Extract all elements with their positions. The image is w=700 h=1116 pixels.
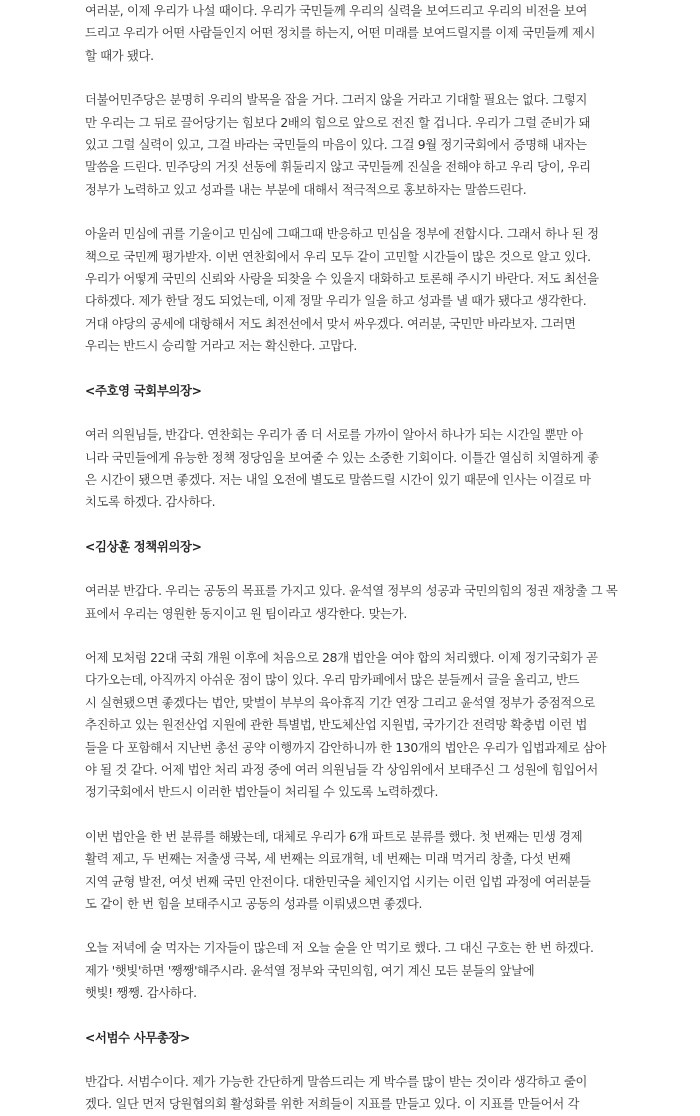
paragraph bbox=[85, 0, 625, 67]
text-line: 표에서 우리는 영원한 동지이고 원 팀이라고 생각한다. 맞는가. bbox=[85, 606, 407, 621]
text-line: 어제 모처럼 22대 국회 개원 이후에 처음으로 28개 법안을 여야 합의 처리했다. 이제 정기국회가 곧 bbox=[85, 650, 598, 665]
paragraph bbox=[85, 826, 625, 916]
text-line: 정기국회에서 반드시 이러한 법안들이 처리될 수 있도록 노력하겠다. bbox=[85, 785, 439, 800]
text-line: 반갑다. 서범수이다. 제가 가능한 간단하게 말씀드리는 게 박수를 많이 받는 것이라 생각하고 줄이 bbox=[85, 1075, 588, 1090]
text-line: 거대 야당의 공세에 대항해서 저도 최전선에서 맞서 싸우겠다. 여러분, 국민만 바라보자. 그러면 bbox=[85, 316, 576, 331]
text-line: 다가오는데, 아직까지 아쉬운 점이 많이 있다. 우리 맘카페에서 많은 분들께서 글을 올리고, 반드 bbox=[85, 673, 580, 688]
text-line: 할 때가 됐다. bbox=[85, 48, 154, 63]
text-line: 우리는 반드시 승리할 거라고 저는 확신한다. 고맙다. bbox=[85, 339, 358, 354]
text-line: 더불어민주당은 분명히 우리의 발목을 잡을 거다. 그러지 않을 거라고 기대할 필요는 없다. 그렇지 bbox=[85, 93, 588, 108]
text-line: 책으로 국민께 평가받자. 이번 연찬회에서 우리 모두 같이 고민할 시간들이 많은 것으로 알고 있다. bbox=[85, 249, 591, 264]
paragraph bbox=[85, 223, 625, 357]
paragraph bbox=[85, 937, 625, 1004]
text-line: 이번 법안을 한 번 분류를 해봤는데, 대체로 우리가 6개 파트로 분류를 했다. 첫 번째는 민생 경제 bbox=[85, 829, 583, 844]
text-line: 우리가 어떻게 국민의 신뢰와 사랑을 되찾을 수 있을지 대화하고 토론해 주시기 바란다. 저도 최선을 bbox=[85, 272, 599, 287]
text-line: 들을 다 포함해서 지난번 총선 공약 이행까지 감안하니까 한 130개의 법안은 우리가 입법과제로 삼아 bbox=[85, 740, 607, 755]
text-line: 니라 국민들에게 유능한 정책 정당임을 보여줄 수 있는 소중한 기회이다. 이틀간 열심히 치열하게 좋 bbox=[85, 450, 599, 465]
text-line: 아울러 민심에 귀를 기울이고 민심에 그때그때 반응하고 민심을 정부에 전합시다. 그래서 하나 된 정 bbox=[85, 227, 599, 242]
text-line: 말씀을 드린다. 민주당의 거짓 선동에 휘둘리지 않고 국민들께 진실을 전해야 하고 우리 당이, 우리 bbox=[85, 160, 591, 175]
text-line: 드리고 우리가 어떤 사람들인지 어떤 정치를 하는지, 어떤 미래를 보여드릴지를 이제 국민들께 제시 bbox=[85, 26, 596, 41]
text-line: 치도록 하겠다. 감사하다. bbox=[85, 495, 216, 510]
paragraph bbox=[85, 647, 625, 804]
text-line: 겠다. 일단 먼저 당원협의회 활성화를 위한 저희들이 지표를 만들고 있다. 이 지표를 만들어서 각 bbox=[85, 1097, 580, 1112]
text-line: 추진하고 있는 원전산업 지원에 관한 특별법, 반도체산업 지원법, 국가기간 전력망 확충법 이런 법 bbox=[85, 718, 588, 733]
text-line: 지역 균형 발전, 여섯 번째 국민 안전이다. 대한민국을 체인지업 시키는 이런 입법 과정에 여러분들 bbox=[85, 874, 591, 889]
text-line: 도 같이 한 번 힘을 보태주시고 공동의 성과를 이뤄냈으면 좋겠다. bbox=[85, 897, 423, 911]
text-line: 여러분, 이제 우리가 나설 때이다. 우리가 국민들께 우리의 실력을 보여드리고 우리의 비전을 보여 bbox=[85, 4, 588, 18]
text-line: 정부가 노력하고 있고 성과를 내는 부분에 대해서 적극적으로 홍보하자는 말씀드린다. bbox=[85, 182, 527, 197]
paragraph bbox=[85, 424, 625, 514]
text-line: 오늘 저녁에 술 먹자는 기자들이 많은데 저 오늘 술을 안 먹기로 했다. 그 대신 구호는 한 번 하겠다. bbox=[85, 941, 594, 956]
text-line: 여러 의원님들, 반갑다. 연찬회는 우리가 좀 더 서로를 가까이 알아서 하나가 되는 시간일 뿐만 아 bbox=[85, 428, 583, 443]
paragraph bbox=[85, 89, 625, 201]
document-body bbox=[85, 0, 625, 1116]
text-line: 여러분 반갑다. 우리는 공동의 목표를 가지고 있다. 윤석열 정부의 성공과 국민의힘의 정권 재창출 그 목 bbox=[85, 584, 618, 599]
text-line: 야 될 것 같다. 어제 법안 처리 과정 중에 여러 의원님들 각 상임위에서 보태주신 그 성원에 힘입어서 bbox=[85, 762, 598, 777]
text-line: 제가 '햇빛'하면 '쨍쨍'해주시라. 윤석열 정부와 국민의힘, 여기 계신 모든 분들의 앞날에 bbox=[85, 963, 535, 978]
text-line: 시 실현됐으면 좋겠다는 법안, 맞벌이 부부의 육아휴직 기간 연장 그리고 윤석열 정부가 중점적으로 bbox=[85, 695, 596, 710]
text-line: 있고 그럴 실력이 있고, 그걸 바라는 국민들의 마음이 있다. 그걸 9월 정기국회에서 증명해 내자는 bbox=[85, 138, 587, 153]
speaker-heading: <주호영 국회부의장> bbox=[85, 383, 202, 398]
text-line: 만 우리는 그 뒤로 끌어당기는 힘보다 2배의 힘으로 앞으로 전진 할 겁니다. 우리가 그럴 준비가 돼 bbox=[85, 115, 591, 130]
text-line: 은 시간이 됐으면 좋겠다. 저는 내일 오전에 별도로 말씀드릴 시간이 있기 때문에 인사는 이걸로 마 bbox=[85, 472, 591, 487]
speaker-heading: <김상훈 정책위의장> bbox=[85, 539, 202, 554]
text-line: 다하겠다. 제가 한달 정도 되었는데, 이제 정말 우리가 일을 하고 성과를 낼 때가 됐다고 생각한다. bbox=[85, 294, 587, 309]
speaker-heading: <서범수 사무총장> bbox=[85, 1030, 191, 1045]
paragraph bbox=[85, 1071, 625, 1116]
paragraph bbox=[85, 580, 625, 625]
text-line: 활력 제고, 두 번째는 저출생 극복, 세 번째는 의료개혁, 네 번째는 미래 먹거리 창출, 다섯 번째 bbox=[85, 852, 571, 867]
text-line: 햇빛! 쨍쨍. 감사하다. bbox=[85, 986, 197, 1001]
